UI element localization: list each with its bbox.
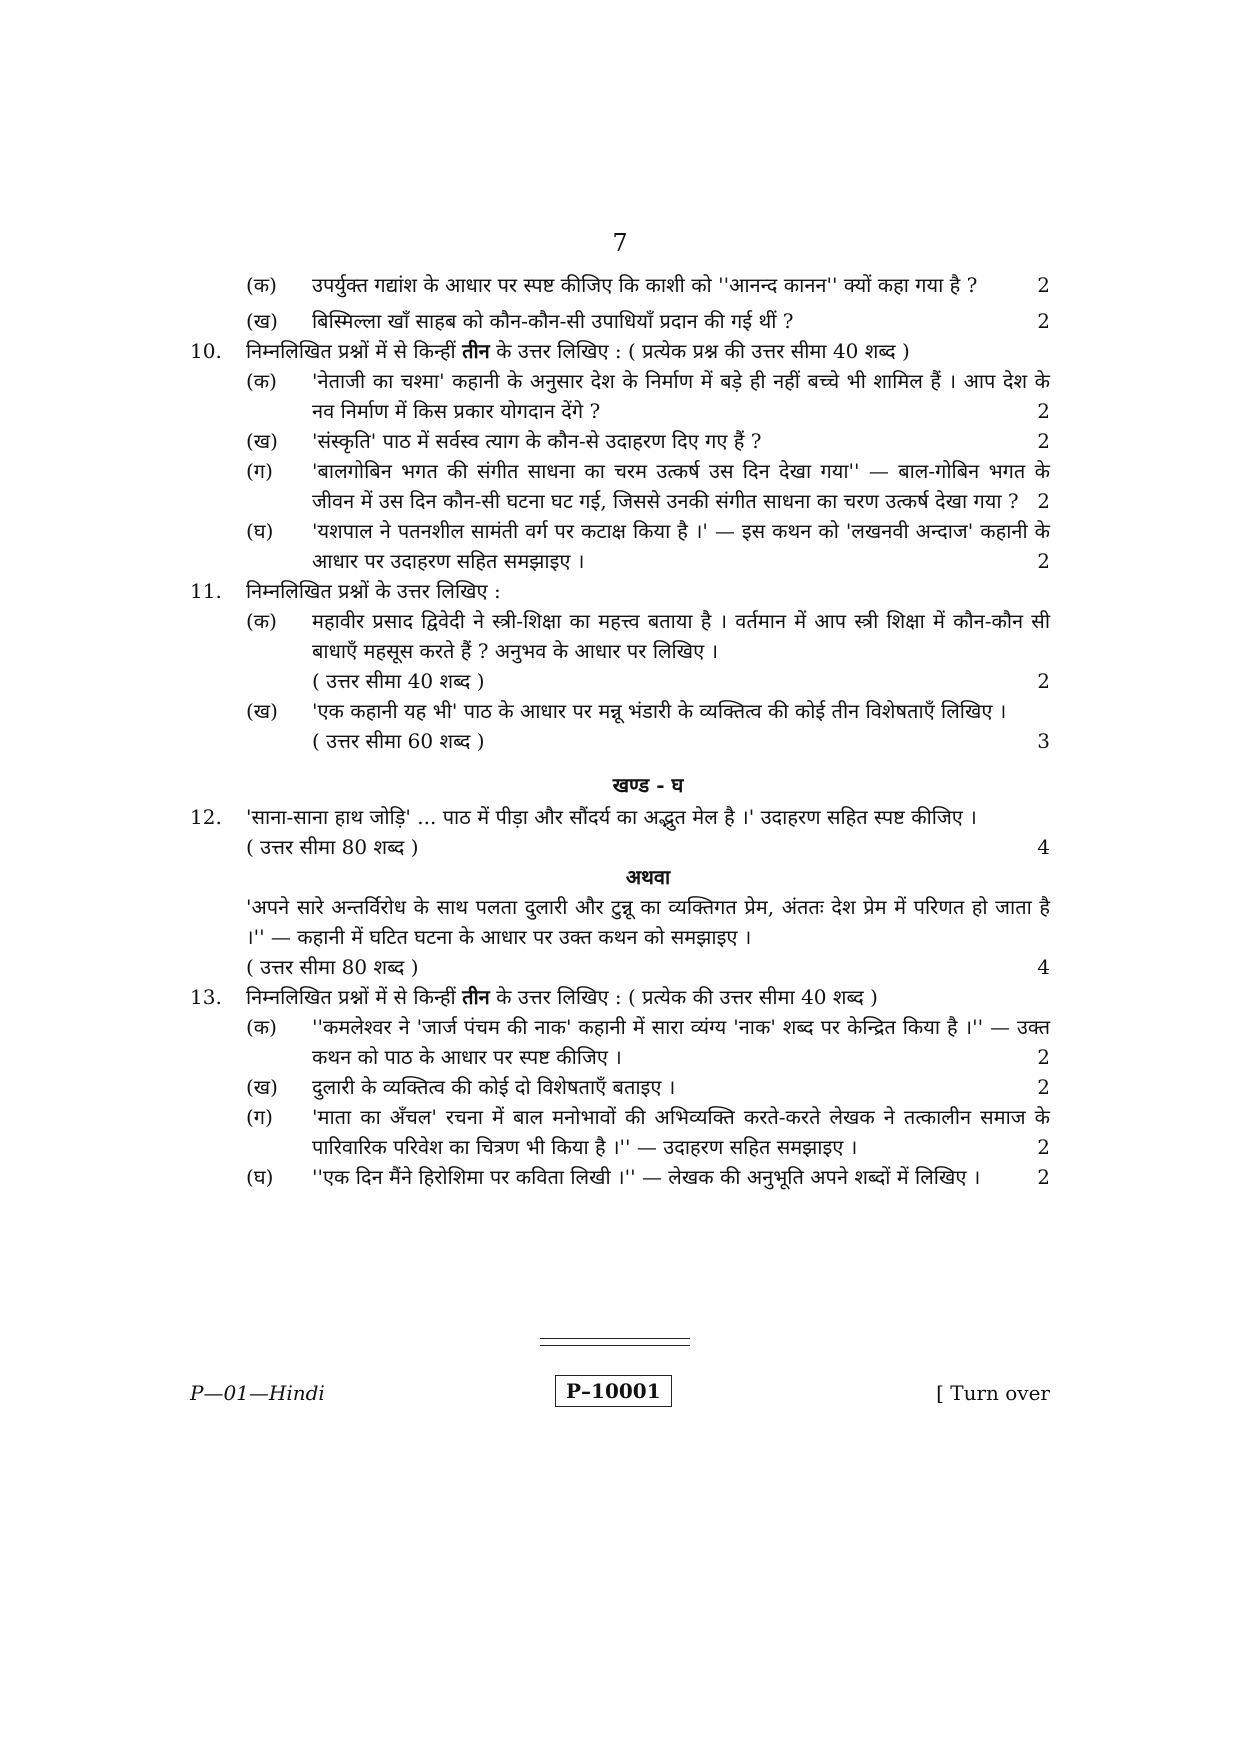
question-12 [190,802,1050,862]
intro-bold: तीन [462,985,490,1009]
marks: 2 [1037,1045,1050,1069]
marks: 4 [1037,955,1050,979]
intro-text: निम्नलिखित प्रश्नों में से किन्हीं [246,339,456,363]
alternative-text: 'अपने सारे अन्तर्विरोध के साथ पलता दुलारी और टुन्नू का व्यक्तिगत प्रेम, अंततः देश प्रेम में परिणत हो जाता है ।'' — कहानी में घटित घटना के आधार पर उक्त कथन को समझाइए । [246,895,1050,949]
item-text: 'बालगोबिन भगत की संगीत साधना का चरम उत्कर्ष उस दिन देखा गया'' — बाल-गोबिन भगत के जीवन में उस दिन कौन-सी घटना घट गई, जिससे उनकी संगीत साधना का चरण उत्कर्ष देखा गया ? [312,459,1050,513]
marks: 2 [1037,1165,1050,1189]
intro-text: के उत्तर लिखिए : ( प्रत्येक की उत्तर सीमा 40 शब्द ) [496,985,878,1009]
q10-item-c [246,456,1050,516]
footer-booklet-code: P–10001 [555,1375,672,1407]
question-11 [190,576,1050,606]
item-text: ''एक दिन मैंने हिरोशिमा पर कविता लिखी ।'' — लेखक की अनुभूति अपने शब्दों में लिखिए । [312,1165,981,1189]
item-text: 'एक कहानी यह भी' पाठ के आधार पर मन्नू भंडारी के व्यक्तित्व की कोई तीन विशेषताएँ लिखिए । [312,699,1007,723]
item-label: (ख) [246,309,278,333]
marks: 2 [1037,669,1050,693]
item-label: (क) [246,273,277,297]
word-limit: ( उत्तर सीमा 80 शब्द ) [246,955,419,979]
word-limit: ( उत्तर सीमा 40 शब्द ) [312,669,485,693]
item-text: 'संस्कृति' पाठ में सर्वस्व त्याग के कौन-से उदाहरण दिए गए हैं ? [312,429,762,453]
footer-paper-code: P—01—Hindi [190,1381,325,1405]
q13-item-a [246,1012,1050,1072]
question-number: 11. [190,579,222,603]
q13-item-b [246,1072,1050,1102]
item-label: (क) [246,1015,277,1039]
marks: 2 [1037,399,1050,423]
marks: 2 [1037,429,1050,453]
q13-item-d [246,1162,1050,1192]
item-text: बिस्मिल्ला खाँ साहब को कौन-कौन-सी उपाधियाँ प्रदान की गई थीं ? [312,309,794,333]
marks: 4 [1037,835,1050,859]
q11-item-b [246,696,1050,756]
item-text: दुलारी के व्यक्तित्व की कोई दो विशेषताएँ बताइए । [312,1075,676,1099]
marks: 2 [1037,489,1050,513]
item-label: (क) [246,609,277,633]
item-text: 'यशपाल ने पतनशील सामंती वर्ग पर कटाक्ष किया है ।' — इस कथन को 'लखनवी अन्दाज' कहानी के आधार पर उदाहरण सहित समझाइए । [312,519,1050,573]
intro-text: निम्नलिखित प्रश्नों में से किन्हीं [246,985,456,1009]
item-label: (ख) [246,429,278,453]
q10-item-b [246,426,1050,456]
question-13 [190,982,1050,1012]
item-label: (ग) [246,1105,273,1129]
word-limit: ( उत्तर सीमा 60 शब्द ) [312,729,485,753]
word-limit: ( उत्तर सीमा 80 शब्द ) [246,835,419,859]
marks: 2 [1037,1135,1050,1159]
page-number: 7 [612,229,628,257]
question-10 [190,336,1050,366]
intro-text: के उत्तर लिखिए : ( प्रत्येक प्रश्न की उत्तर सीमा 40 शब्द ) [496,339,910,363]
marks: 2 [1037,309,1050,333]
intro-bold: तीन [462,339,490,363]
question-text: 'साना-साना हाथ जोड़ि' ... पाठ में पीड़ा और सौंदर्य का अद्भुत मेल है ।' उदाहरण सहित स्पष्ट कीजिए । [246,805,977,829]
item-label: (ग) [246,459,273,483]
item-label: (क) [246,369,277,393]
q9-item-b [246,306,1050,336]
item-text: 'नेताजी का चश्मा' कहानी के अनुसार देश के निर्माण में बड़े ही नहीं बच्चे भी शामिल हैं । आप देश के नव निर्माण में किस प्रकार योगदान देंगे ? [312,369,1050,423]
question-number: 10. [190,339,222,363]
item-text: 'माता का अँचल' रचना में बाल मनोभावों की अभिव्यक्ति करते-करते लेखक ने तत्कालीन समाज के पारिवारिक परिवेश का चित्रण भी किया है ।'' — उदाहरण सहित समझाइए । [312,1105,1050,1159]
item-label: (घ) [246,519,274,543]
question-intro [246,982,1050,1012]
marks: 2 [1037,273,1050,297]
item-text: ''कमलेश्वर ने 'जार्ज पंचम की नाक' कहानी में सारा व्यंग्य 'नाक' शब्द पर केन्द्रित किया है ।'' — उक्त कथन को पाठ के आधार पर स्पष्ट कीजिए । [312,1015,1050,1069]
question-intro [246,336,1050,366]
marks: 2 [1037,1075,1050,1099]
q10-item-d [246,516,1050,576]
q10-item-a [246,366,1050,426]
q9-item-a [246,270,1050,300]
item-text: महावीर प्रसाद द्विवेदी ने स्त्री-शिक्षा का महत्त्व बताया है । वर्तमान में आप स्त्री शिक्षा में कौन-कौन सी बाधाएँ महसूस करते हैं ? अनुभव के आधार पर लिखिए । [312,609,1050,663]
question-intro: निम्नलिखित प्रश्नों के उत्तर लिखिए : [246,579,501,603]
question-number: 13. [190,985,222,1009]
q12-alternative [246,892,1050,982]
or-label: अथवा [625,865,671,889]
question-number: 12. [190,805,222,829]
content [190,270,1050,1192]
q11-item-a [246,606,1050,696]
item-text: उपर्युक्त गद्यांश के आधार पर स्पष्ट कीजिए कि काशी को ''आनन्द कानन'' क्यों कहा गया है ? [312,273,978,297]
footer-turn-over: [ Turn over [936,1381,1050,1405]
end-rule [540,1338,690,1346]
marks: 2 [1037,549,1050,573]
item-label: (घ) [246,1165,274,1189]
q13-item-c [246,1102,1050,1162]
item-label: (ख) [246,699,278,723]
marks: 3 [1037,729,1050,753]
item-label: (ख) [246,1075,278,1099]
section-heading: खण्ड - घ [612,773,684,797]
